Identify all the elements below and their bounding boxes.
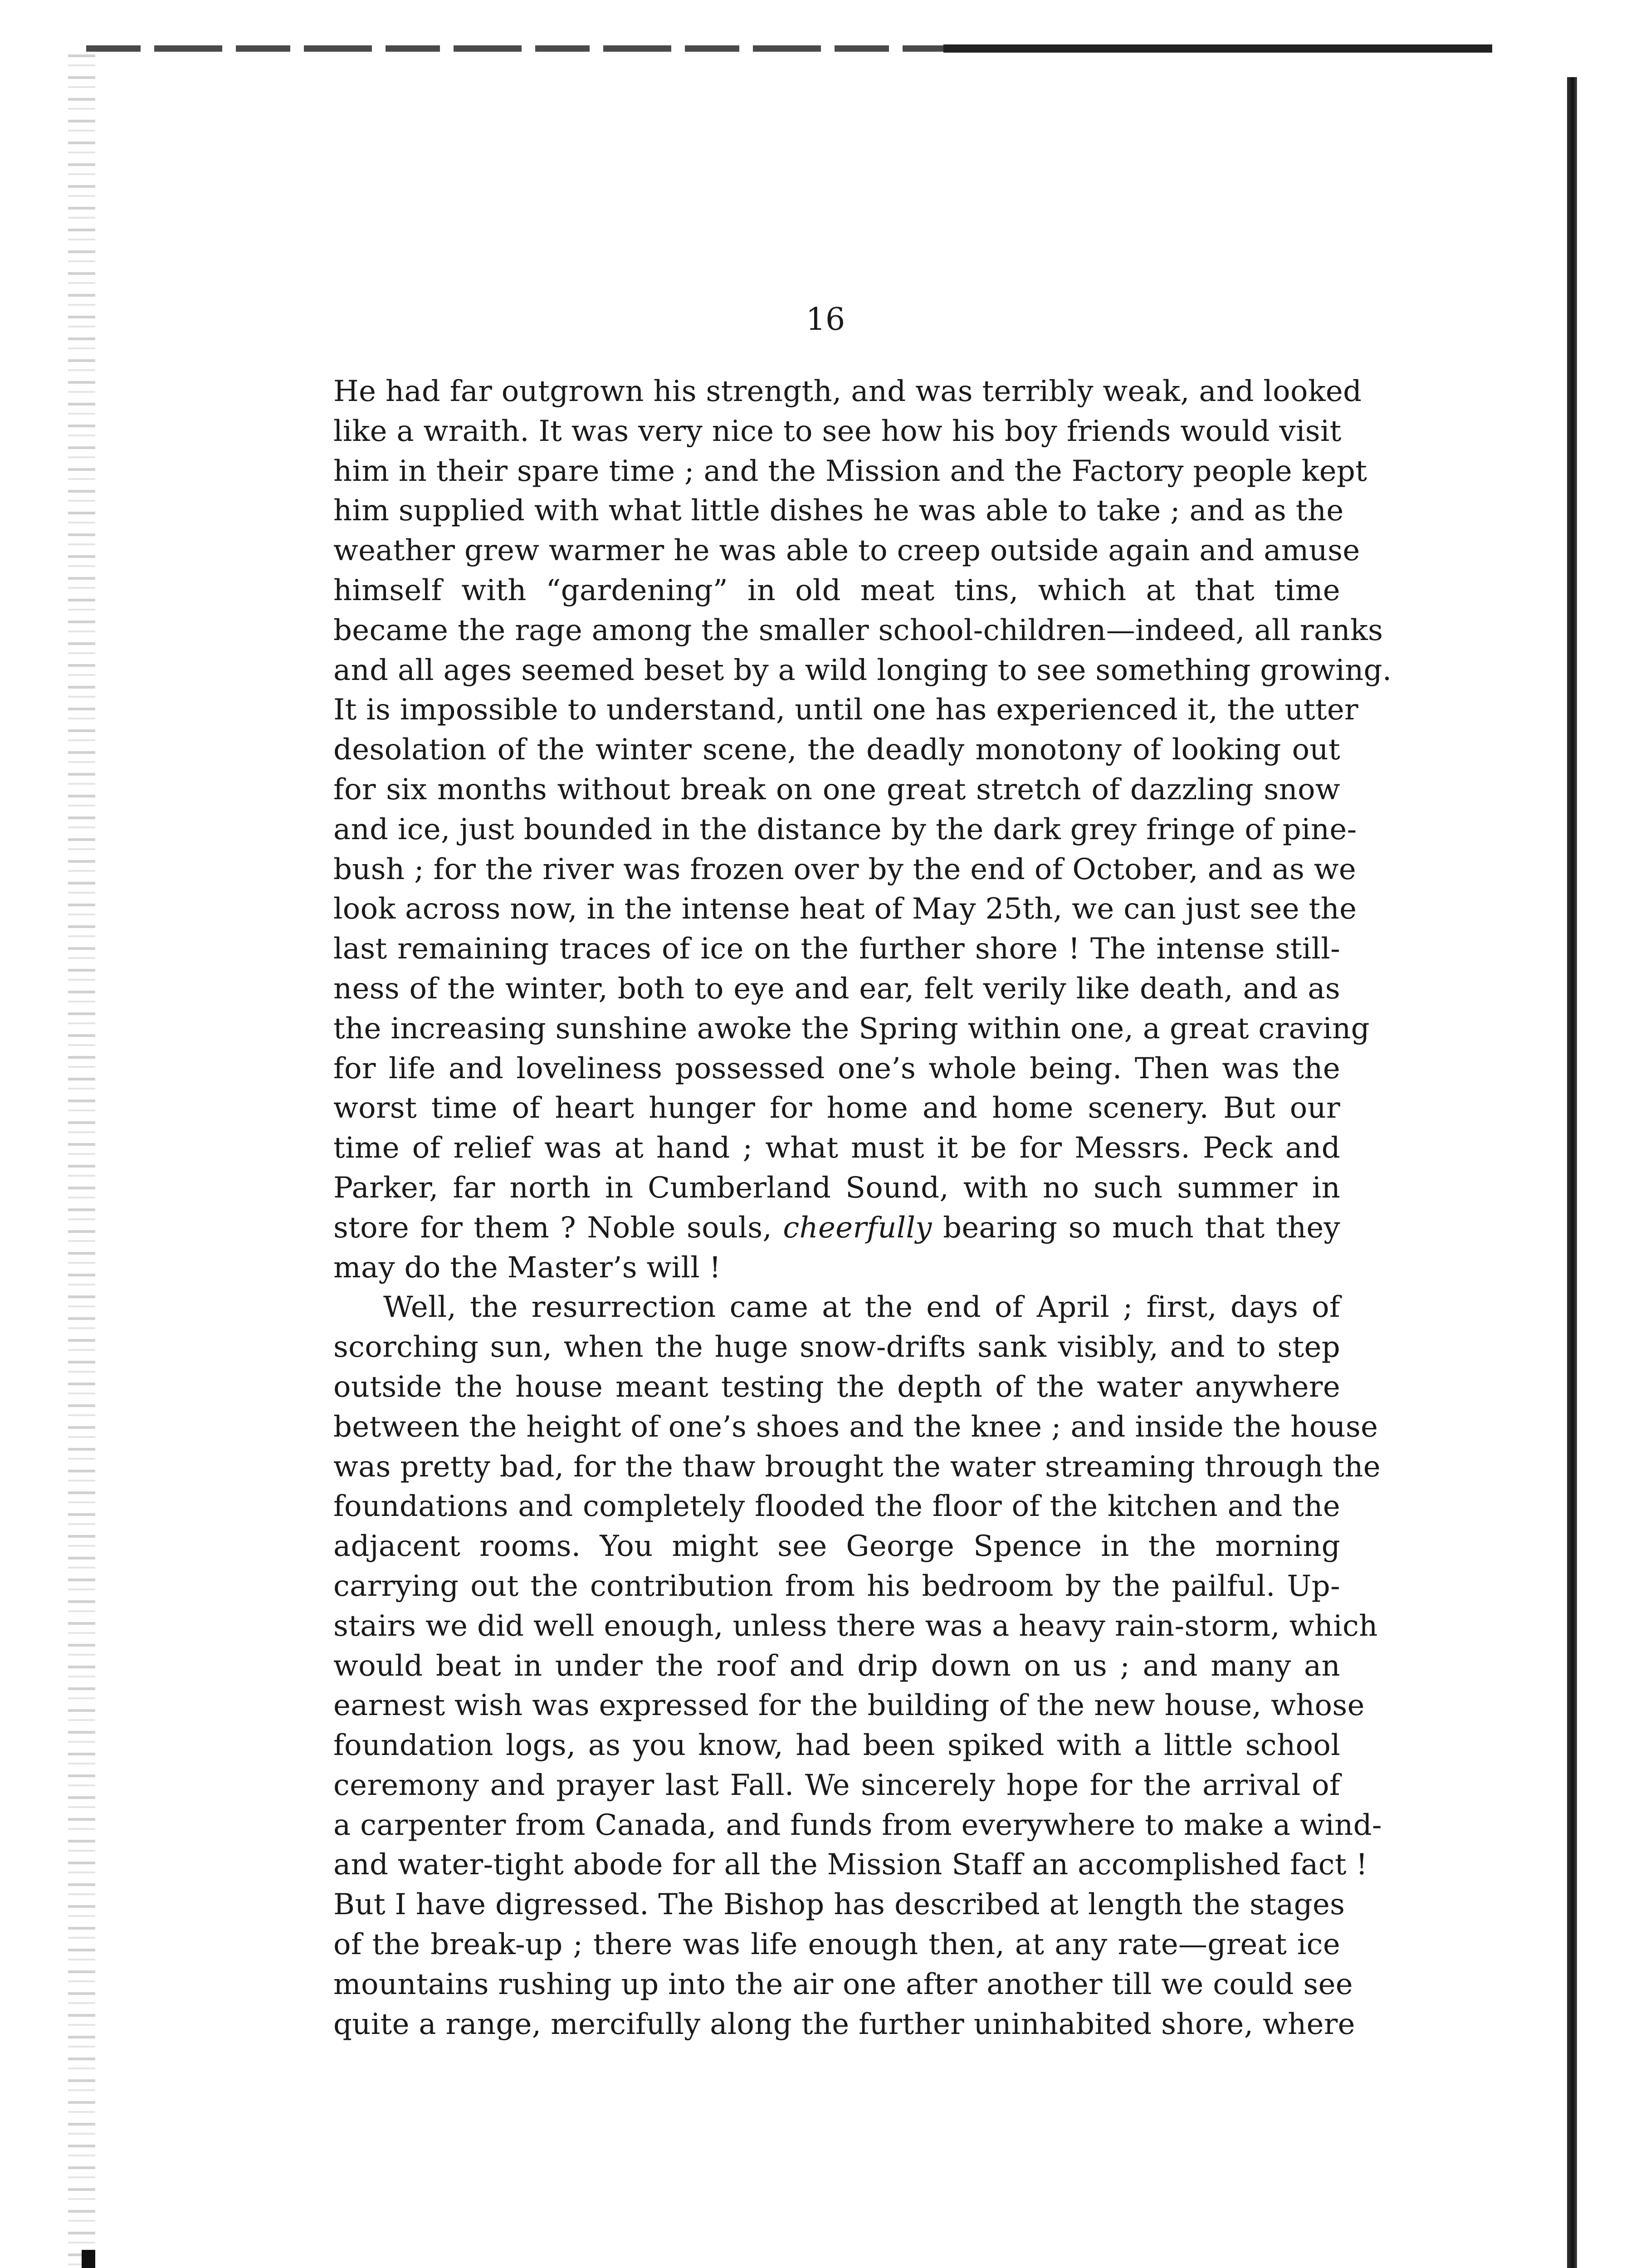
text-line: He had far outgrown his strength, and was terribly weak, and looked — [333, 375, 1362, 408]
text-line: between the height of one’s shoes and the knee ; and inside the house — [333, 1410, 1378, 1444]
text-line: for six months without break on one great stretch of dazzling snow — [333, 772, 1340, 807]
scan-left-corner — [82, 2250, 95, 2268]
text-line: became the rage among the smaller school-children—indeed, all ranks — [333, 613, 1383, 647]
body-text — [333, 372, 1392, 2044]
text-line: earnest wish was expressed for the building of the new house, whose — [333, 1689, 1365, 1723]
text-line: and ice, just bounded in the distance by the dark grey fringe of pine- — [333, 812, 1357, 846]
text-line: was pretty bad, for the thaw brought the water streaming through the — [333, 1450, 1381, 1484]
text-line: Well, the resurrection came at the end of April ; first, days of — [383, 1290, 1340, 1325]
text-line: ceremony and prayer last Fall. We sincerely hope for the arrival of — [333, 1768, 1340, 1802]
text-run: bearing so much that they — [932, 1211, 1340, 1245]
scan-left-edge — [68, 54, 95, 2268]
text-line: scorching sun, when the huge snow-drifts sank visibly, and to step — [333, 1330, 1340, 1364]
scan-top-rule-right — [943, 44, 1492, 53]
text-line: weather grew warmer he was able to creep outside again and amuse — [333, 534, 1360, 568]
italic-word: cheerfully — [783, 1211, 932, 1245]
text-line: mountains rushing up into the air one after another till we could see — [333, 1967, 1353, 2001]
text-line: It is impossible to understand, until one has experienced it, the utter — [333, 693, 1358, 727]
text-line: and all ages seemed beset by a wild longing to see something growing. — [333, 653, 1392, 687]
text-line: worst time of heart hunger for home and home scenery. But our — [333, 1091, 1340, 1125]
text-line: foundations and completely flooded the floor of the kitchen and the — [333, 1490, 1340, 1524]
text-line: bush ; for the river was frozen over by the end of October, and as we — [333, 852, 1357, 886]
text-line: may do the Master’s will ! — [333, 1251, 721, 1285]
text-line: a carpenter from Canada, and funds from everywhere to make a wind- — [333, 1808, 1382, 1842]
text-line: desolation of the winter scene, the deadly monotony of looking out — [333, 733, 1340, 767]
text-line: him in their spare time ; and the Mission and the Factory people kept — [333, 454, 1367, 488]
scan-right-edge — [1567, 77, 1577, 2268]
text-line: adjacent rooms. You might see George Spence in the morning — [333, 1530, 1340, 1564]
paragraph-1 — [333, 372, 1392, 1288]
text-line: would beat in under the roof and drip down on us ; and many an — [333, 1649, 1340, 1683]
text-line: last remaining traces of ice on the further shore ! The intense still- — [333, 932, 1340, 966]
text-line: Parker, far north in Cumberland Sound, with no such summer in — [333, 1171, 1340, 1205]
text-line: time of relief was at hand ; what must it be for Messrs. Peck and — [333, 1131, 1340, 1165]
text-line: stairs we did well enough, unless there was a heavy rain-storm, which — [333, 1609, 1378, 1643]
text-line: of the break-up ; there was life enough then, at any rate—great ice — [333, 1928, 1340, 1962]
text-line: and water-tight abode for all the Mission Staff an accomplished fact ! — [333, 1848, 1368, 1882]
text-line: for life and loveliness possessed one’s whole being. Then was the — [333, 1051, 1340, 1085]
text-line: carrying out the contribution from his bedroom by the pailful. Up- — [333, 1569, 1340, 1603]
text-line: ness of the winter, both to eye and ear, felt verily like death, and as — [333, 972, 1340, 1006]
text-line: himself with “gardening” in old meat tins, which at that time — [333, 573, 1340, 607]
text-run: store for them ? Noble souls, — [333, 1211, 783, 1245]
text-line: like a wraith. It was very nice to see how his boy friends would visit — [333, 414, 1342, 448]
page-number: 16 — [806, 302, 845, 337]
text-line: But I have digressed. The Bishop has described at length the stages — [333, 1888, 1345, 1922]
text-line-with-italic — [333, 1208, 1340, 1248]
text-line: foundation logs, as you know, had been spiked with a little school — [333, 1729, 1340, 1763]
text-line: the increasing sunshine awoke the Spring within one, a great craving — [333, 1012, 1370, 1046]
paragraph-2 — [333, 1288, 1382, 2044]
text-line: him supplied with what little dishes he was able to take ; and as the — [333, 494, 1344, 528]
text-line: outside the house meant testing the depth of the water anywhere — [333, 1370, 1340, 1404]
text-line: look across now, in the intense heat of May 25th, we can just see the — [333, 892, 1357, 926]
text-line: quite a range, mercifully along the further uninhabited shore, where — [333, 2007, 1355, 2041]
